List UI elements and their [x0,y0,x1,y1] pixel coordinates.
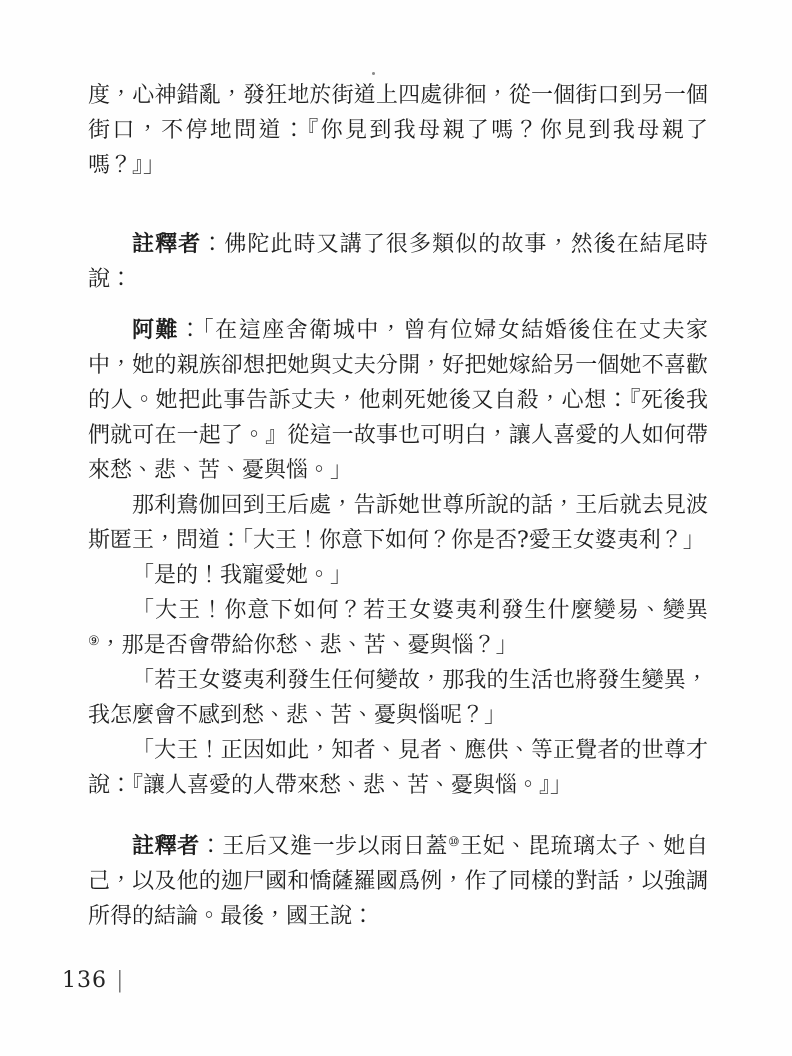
paragraph-text: ：佛陀此時又講了很多類似的故事，然後在結尾時說： [88,232,708,292]
paragraph-king-answer [88,663,708,733]
paragraph-text: ：「在這座舍衛城中，曾有位婦女結婚後住在丈夫家中，她的親族卻想把她與丈夫分開，好把她嫁給另一個她不喜歡的人。她把此事告訴丈夫，他刺死她後又自殺，心想：『死後我們就可在一起了。』從這一故事也可明白，讓人喜愛的人如何帶來愁、悲、苦、憂與惱。」 [88,318,708,483]
paragraph-commentator-1 [88,227,708,297]
paragraph-text: 「是的！我寵愛她。」 [132,563,353,588]
speaker-label-commentator: 註釋者 [132,231,202,257]
paragraph-king-reply [88,558,708,593]
speaker-label-commentator: 註釋者 [132,833,200,859]
paragraph-text: 度，心神錯亂，發狂地於街道上四處徘徊，從一個街口到另一個街口，不停地問道：『你見到我母親了嗎？你見到我母親了嗎？』」 [88,83,708,178]
page-footer [62,968,124,993]
paragraph-ananda [88,313,708,488]
paragraph-nalijangha [88,488,708,558]
paragraph-continuation [88,78,708,183]
footer-divider: | [117,968,123,993]
paragraph-text: 那利鴦伽回到王后處，告訴她世尊所說的話，王后就去見波斯匿王，問道：「大王！你意下如何？你是否?愛王女婆夷利？」 [88,493,708,553]
paragraph-text: ，那是否會帶給你愁、悲、苦、憂與惱？」 [99,633,518,658]
body-text [88,78,708,934]
page-number: 136 [62,968,107,993]
scan-speck [372,72,375,75]
paragraph-queen-question [88,593,708,663]
note-ref-10: ⑩ [448,835,461,850]
paragraph-text: 「大王！正因如此，知者、見者、應供、等正覺者的世尊才說：『讓人喜愛的人帶來愁、悲、苦、憂與惱。』」 [88,738,708,798]
paragraph-commentator-2 [88,829,708,934]
paragraph-text: 「若王女婆夷利發生任何變故，那我的生活也將發生變異，我怎麼會不感到愁、悲、苦、憂與惱呢？」 [88,668,708,728]
paragraph-text: 「大王！你意下如何？若王女婆夷利發生什麼變易、變異 [132,598,708,623]
paragraph-text: 王妃、毘琉璃太子、她自己，以及他的迦尸國和憍薩羅國爲例，作了同樣的對話，以強調所得的結論。最後，國王說： [88,834,708,929]
paragraph-text: ：王后又進一步以雨日蓋 [199,834,449,859]
speaker-label-ananda: 阿難 [132,317,180,343]
note-ref-9: ⑨ [88,634,100,649]
paragraph-queen-conclusion [88,733,708,803]
